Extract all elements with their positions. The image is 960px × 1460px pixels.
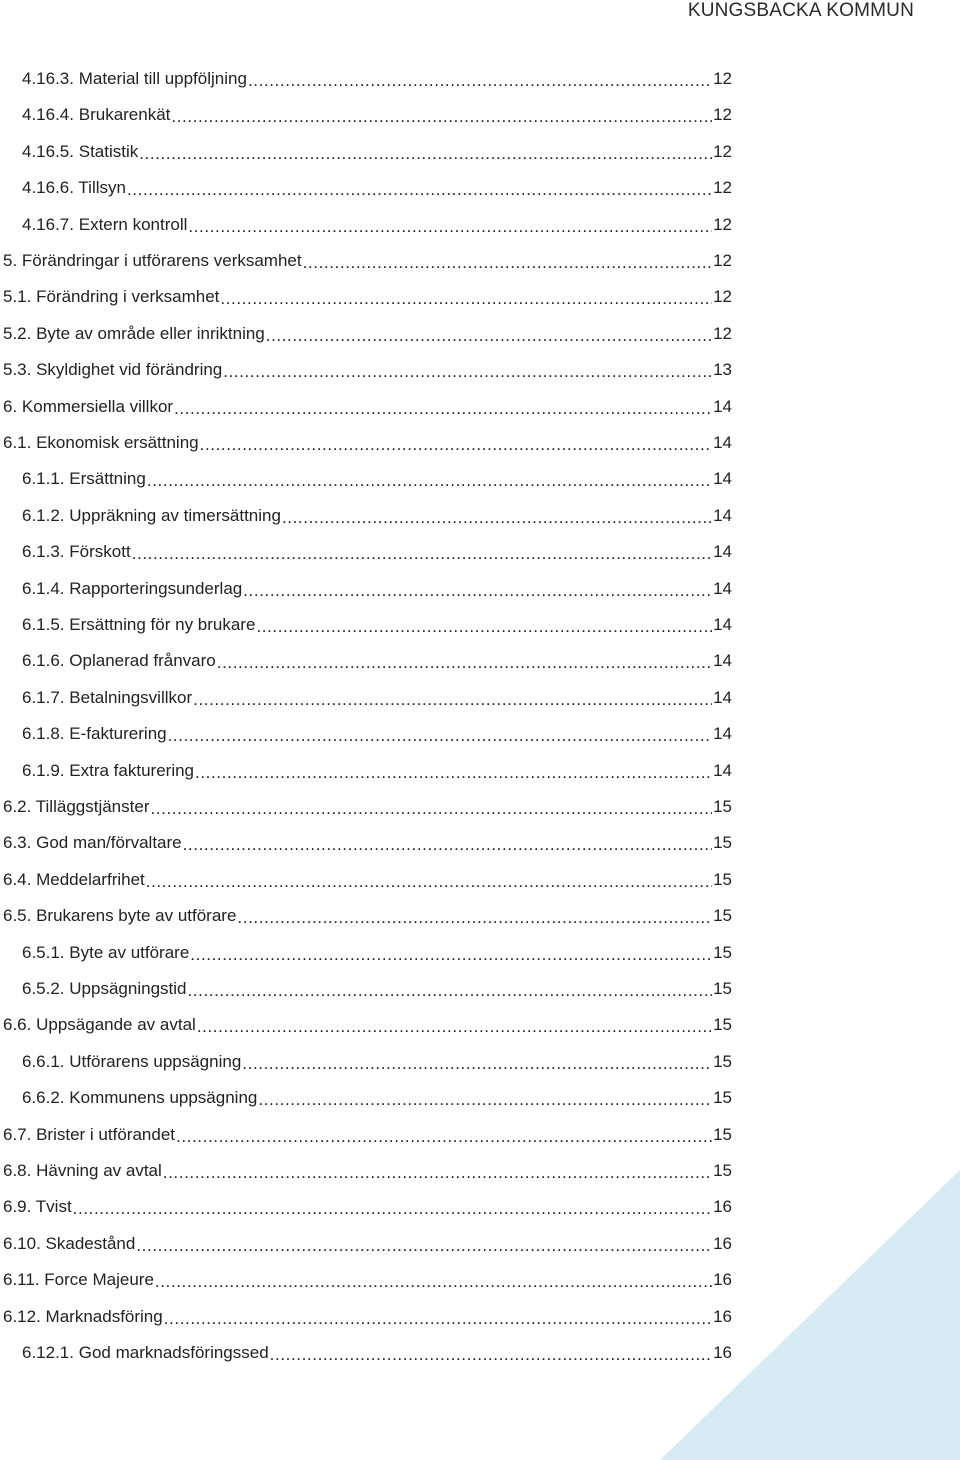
toc-entry-title: God marknadsföringssed (78, 1343, 269, 1362)
toc-entry-label (22, 177, 126, 199)
toc-page-number: 15 (713, 833, 732, 853)
toc-entry-label (3, 1269, 154, 1291)
toc-entry-number: 6.3. (3, 833, 32, 853)
toc-page-number: 16 (713, 1270, 732, 1290)
toc-entry-title: Utförarens uppsägning (69, 1051, 242, 1071)
toc-entry[interactable] (0, 719, 732, 749)
toc-entry-number: 6.6.2. (22, 1088, 65, 1108)
toc-entry-number: 6.1.1. (22, 469, 65, 489)
toc-dot-leader (220, 288, 712, 310)
toc-entry-number: 6.4. (3, 869, 32, 889)
toc-entry[interactable] (0, 64, 732, 94)
toc-entry-number: 5.2. (3, 323, 32, 343)
toc-dot-leader (270, 1344, 712, 1366)
toc-entry[interactable] (0, 901, 732, 931)
toc-entry-number: 6.5.1. (22, 942, 65, 962)
toc-entry[interactable] (0, 974, 732, 1004)
toc-entry[interactable] (0, 173, 732, 203)
toc-entry-number: 6.12. (3, 1306, 41, 1326)
toc-entry-label (22, 68, 247, 90)
toc-entry-title: Förskott (69, 542, 131, 562)
toc-entry[interactable] (0, 756, 732, 786)
toc-entry-number: 6.8. (3, 1161, 32, 1180)
toc-page-number: 14 (713, 542, 732, 562)
toc-page-number: 16 (713, 1343, 732, 1362)
toc-entry-label (3, 432, 199, 454)
toc-entry[interactable] (0, 282, 732, 312)
toc-page-number: 15 (713, 1088, 732, 1108)
toc-dot-leader (303, 252, 712, 274)
toc-page-number: 14 (713, 760, 732, 780)
toc-page-number: 12 (713, 178, 732, 198)
toc-entry-number: 4.16.7. (22, 214, 74, 234)
toc-entry-number: 6.10. (3, 1233, 41, 1253)
toc-entry-number: 5. (3, 251, 18, 270)
toc-entry-label (22, 1051, 241, 1073)
toc-entry-title: Betalningsvillkor (69, 687, 193, 707)
toc-entry[interactable] (0, 792, 732, 822)
toc-entry-number: 6.1.2. (22, 505, 65, 525)
toc-entry-title: Material till uppföljning (78, 69, 247, 88)
toc-entry-label (3, 359, 222, 381)
toc-entry-title: Kommunens uppsägning (69, 1088, 258, 1108)
toc-entry-number: 6.6. (3, 1015, 32, 1035)
toc-dot-leader (139, 143, 712, 165)
toc-dot-leader (217, 652, 712, 674)
toc-entry-label (3, 1124, 175, 1146)
toc-entry-title: Kommersiella villkor (21, 396, 174, 416)
toc-entry-number: 4.16.6. (22, 178, 74, 198)
toc-entry-label (3, 796, 149, 818)
toc-entry[interactable] (0, 355, 732, 385)
toc-entry-label (22, 468, 146, 490)
toc-entry-label (3, 396, 173, 418)
toc-entry[interactable] (0, 646, 732, 676)
toc-page-number: 14 (713, 615, 732, 634)
decorative-corner-triangle (660, 1170, 960, 1460)
toc-entry-number: 6.1.3. (22, 542, 65, 562)
toc-entry-number: 6. (3, 396, 18, 416)
toc-entry-title: Brukarens byte av utförare (36, 906, 237, 926)
toc-entry[interactable] (0, 1010, 732, 1040)
toc-entry-label (3, 286, 219, 308)
toc-entry-number: 6.9. (3, 1197, 32, 1217)
toc-entry-title: Tilläggstjänster (35, 797, 150, 816)
toc-dot-leader (200, 434, 712, 456)
toc-dot-leader (155, 1271, 712, 1293)
toc-page-number: 16 (713, 1197, 732, 1217)
toc-entry[interactable] (0, 1338, 732, 1368)
toc-page-number: 14 (713, 433, 732, 452)
toc-entry-label (3, 1014, 196, 1036)
toc-entry-title: Brukarenkät (78, 105, 171, 125)
toc-entry-label (3, 250, 302, 272)
toc-entry[interactable] (0, 574, 732, 604)
toc-entry-number: 6.5.2. (22, 979, 65, 998)
toc-entry-title: Statistik (78, 141, 139, 161)
toc-entry-title: Byte av område eller inriktning (36, 323, 265, 343)
toc-entry[interactable] (0, 100, 732, 130)
toc-page-number: 14 (713, 651, 732, 671)
toc-page-number: 15 (713, 906, 732, 926)
toc-entry[interactable] (0, 464, 732, 494)
toc-dot-leader (258, 1089, 712, 1111)
toc-page-number: 12 (713, 141, 732, 161)
toc-dot-leader (266, 325, 712, 347)
toc-entry-number: 6.7. (3, 1124, 32, 1144)
toc-entry[interactable] (0, 828, 732, 858)
toc-entry-title: Extra fakturering (69, 760, 195, 780)
toc-dot-leader (248, 70, 712, 92)
toc-page-number: 14 (713, 724, 732, 744)
toc-entry-number: 5.1. (3, 287, 32, 307)
toc-entry-label (3, 1196, 72, 1218)
toc-entry-title: Marknadsföring (45, 1306, 163, 1326)
toc-entry-number: 4.16.3. (22, 69, 74, 88)
toc-entry-number: 6.1.9. (22, 760, 65, 780)
toc-entry[interactable] (0, 1120, 732, 1150)
toc-dot-leader (164, 1308, 712, 1330)
toc-entry[interactable] (0, 246, 732, 276)
toc-page-number: 14 (713, 469, 732, 489)
toc-dot-leader (256, 616, 712, 638)
toc-page-number: 15 (713, 1124, 732, 1144)
toc-entry-label (3, 832, 182, 854)
toc-page-number: 15 (713, 1161, 732, 1180)
toc-entry-title: Skadestånd (45, 1233, 136, 1253)
toc-entry[interactable] (0, 938, 732, 968)
toc-dot-leader (147, 470, 712, 492)
toc-page-number: 12 (713, 287, 732, 307)
toc-page-number: 15 (713, 1015, 732, 1035)
toc-dot-leader (282, 507, 712, 529)
toc-entry-title: Byte av utförare (69, 942, 190, 962)
toc-page-number: 16 (713, 1233, 732, 1253)
toc-entry-title: Ersättning för ny brukare (69, 615, 256, 634)
toc-entry-label (22, 141, 138, 163)
toc-entry-number: 6.5. (3, 906, 32, 926)
toc-page-number: 12 (713, 214, 732, 234)
toc-entry-title: Oplanerad frånvaro (69, 651, 216, 671)
toc-page-number: 14 (713, 505, 732, 525)
toc-entry-number: 6.1.4. (22, 578, 65, 598)
toc-entry[interactable] (0, 1047, 732, 1077)
toc-entry[interactable] (0, 1192, 732, 1222)
toc-page-number: 13 (713, 360, 732, 380)
toc-dot-leader (127, 179, 712, 201)
toc-dot-leader (174, 398, 712, 420)
toc-entry-title: Uppsägande av avtal (36, 1015, 196, 1035)
toc-entry[interactable] (0, 683, 732, 713)
toc-dot-leader (190, 944, 712, 966)
toc-dot-leader (243, 580, 712, 602)
toc-entry-label (22, 978, 186, 1000)
toc-page-number: 12 (713, 69, 732, 88)
toc-dot-leader (193, 689, 712, 711)
toc-entry-title: Tillsyn (78, 178, 126, 198)
toc-entry-label (22, 214, 187, 236)
toc-entry[interactable] (0, 1229, 732, 1259)
toc-entry-number: 6.1.7. (22, 687, 65, 707)
toc-entry[interactable] (0, 610, 732, 640)
toc-entry-title: Ekonomisk ersättning (36, 433, 199, 452)
toc-entry-label (22, 650, 216, 672)
toc-page-number: 12 (713, 251, 732, 270)
toc-entry-label (3, 905, 236, 927)
toc-entry-title: Force Majeure (44, 1270, 154, 1290)
toc-page-number: 12 (713, 105, 732, 125)
toc-page-number: 15 (713, 942, 732, 962)
toc-entry[interactable] (0, 1156, 732, 1186)
toc-entry-title: E-fakturering (69, 724, 167, 744)
toc-entry-number: 4.16.4. (22, 105, 74, 125)
toc-entry-title: Brister i utförandet (36, 1124, 175, 1144)
toc-entry-label (22, 614, 255, 636)
toc-entry-number: 6.1.8. (22, 724, 65, 744)
toc-entry-label (22, 1087, 257, 1109)
toc-entry-number: 6.6.1. (22, 1051, 65, 1071)
toc-entry-number: 6.1.6. (22, 651, 65, 671)
toc-entry[interactable] (0, 865, 732, 895)
toc-entry[interactable] (0, 1302, 732, 1332)
toc-entry[interactable] (0, 137, 732, 167)
toc-entry-title: Hävning av avtal (36, 1161, 162, 1180)
toc-dot-leader (146, 871, 712, 893)
toc-entry-label (3, 1306, 163, 1328)
toc-entry-number: 6.2. (3, 797, 32, 816)
toc-dot-leader (150, 798, 712, 820)
toc-page-number: 15 (713, 869, 732, 889)
toc-entry-title: Uppräkning av timersättning (69, 505, 281, 525)
toc-entry[interactable] (0, 210, 732, 240)
toc-dot-leader (163, 1162, 712, 1184)
toc-entry-number: 6.11. (3, 1270, 40, 1290)
toc-dot-leader (136, 1235, 712, 1257)
toc-page-number: 14 (713, 396, 732, 416)
toc-entry-label (22, 687, 192, 709)
toc-entry-label (22, 578, 242, 600)
toc-entry-number: 6.1.5. (22, 615, 65, 634)
toc-page-number: 15 (713, 979, 732, 998)
toc-entry-label (22, 505, 281, 527)
toc-page-number: 15 (713, 1051, 732, 1071)
toc-entry-number: 6.1. (3, 433, 32, 452)
toc-entry-title: Förändringar i utförarens verksamhet (21, 251, 302, 270)
toc-dot-leader (73, 1198, 712, 1220)
toc-page-number: 14 (713, 578, 732, 598)
toc-entry[interactable] (0, 537, 732, 567)
toc-dot-leader (223, 361, 712, 383)
toc-entry-title: Tvist (35, 1197, 72, 1217)
toc-dot-leader (176, 1126, 712, 1148)
toc-entry[interactable] (0, 392, 732, 422)
toc-page-number: 12 (713, 323, 732, 343)
toc-entry-number: 6.12.1. (22, 1343, 74, 1362)
toc-entry-label (22, 723, 167, 745)
toc-entry-title: Uppsägningstid (69, 979, 187, 998)
toc-dot-leader (195, 762, 712, 784)
toc-dot-leader (188, 216, 712, 238)
toc-dot-leader (183, 834, 712, 856)
toc-page-number: 15 (713, 797, 732, 816)
toc-entry-label (22, 1342, 269, 1364)
toc-entry-title: Skyldighet vid förändring (36, 360, 223, 380)
toc-dot-leader (237, 907, 712, 929)
toc-entry-label (22, 541, 131, 563)
toc-entry-label (22, 760, 194, 782)
toc-entry-number: 5.3. (3, 360, 32, 380)
toc-entry-title: Meddelarfrihet (36, 869, 145, 889)
organization-header: KUNGSBACKA KOMMUN (687, 0, 914, 21)
toc-dot-leader (187, 980, 712, 1002)
toc-dot-leader (171, 106, 712, 128)
toc-entry-label (3, 869, 145, 891)
toc-entry[interactable] (0, 501, 732, 531)
toc-dot-leader (132, 543, 712, 565)
toc-dot-leader (168, 725, 712, 747)
toc-entry-title: God man/förvaltare (36, 833, 182, 853)
toc-entry[interactable] (0, 1265, 732, 1295)
toc-entry[interactable] (0, 428, 732, 458)
toc-dot-leader (242, 1053, 712, 1075)
toc-entry-label (3, 1160, 162, 1182)
toc-entry[interactable] (0, 319, 732, 349)
toc-entry-title: Ersättning (69, 469, 146, 489)
toc-entry-label (3, 1233, 135, 1255)
toc-entry[interactable] (0, 1083, 732, 1113)
toc-entry-title: Förändring i verksamhet (36, 287, 220, 307)
toc-entry-number: 4.16.5. (22, 141, 74, 161)
toc-entry-title: Extern kontroll (78, 214, 188, 234)
toc-entry-label (22, 942, 189, 964)
toc-entry-label (3, 323, 265, 345)
toc-entry-title: Rapporteringsunderlag (69, 578, 243, 598)
toc-page-number: 16 (713, 1306, 732, 1326)
toc-page-number: 14 (713, 687, 732, 707)
toc-entry-label (22, 104, 170, 126)
toc-dot-leader (197, 1016, 712, 1038)
